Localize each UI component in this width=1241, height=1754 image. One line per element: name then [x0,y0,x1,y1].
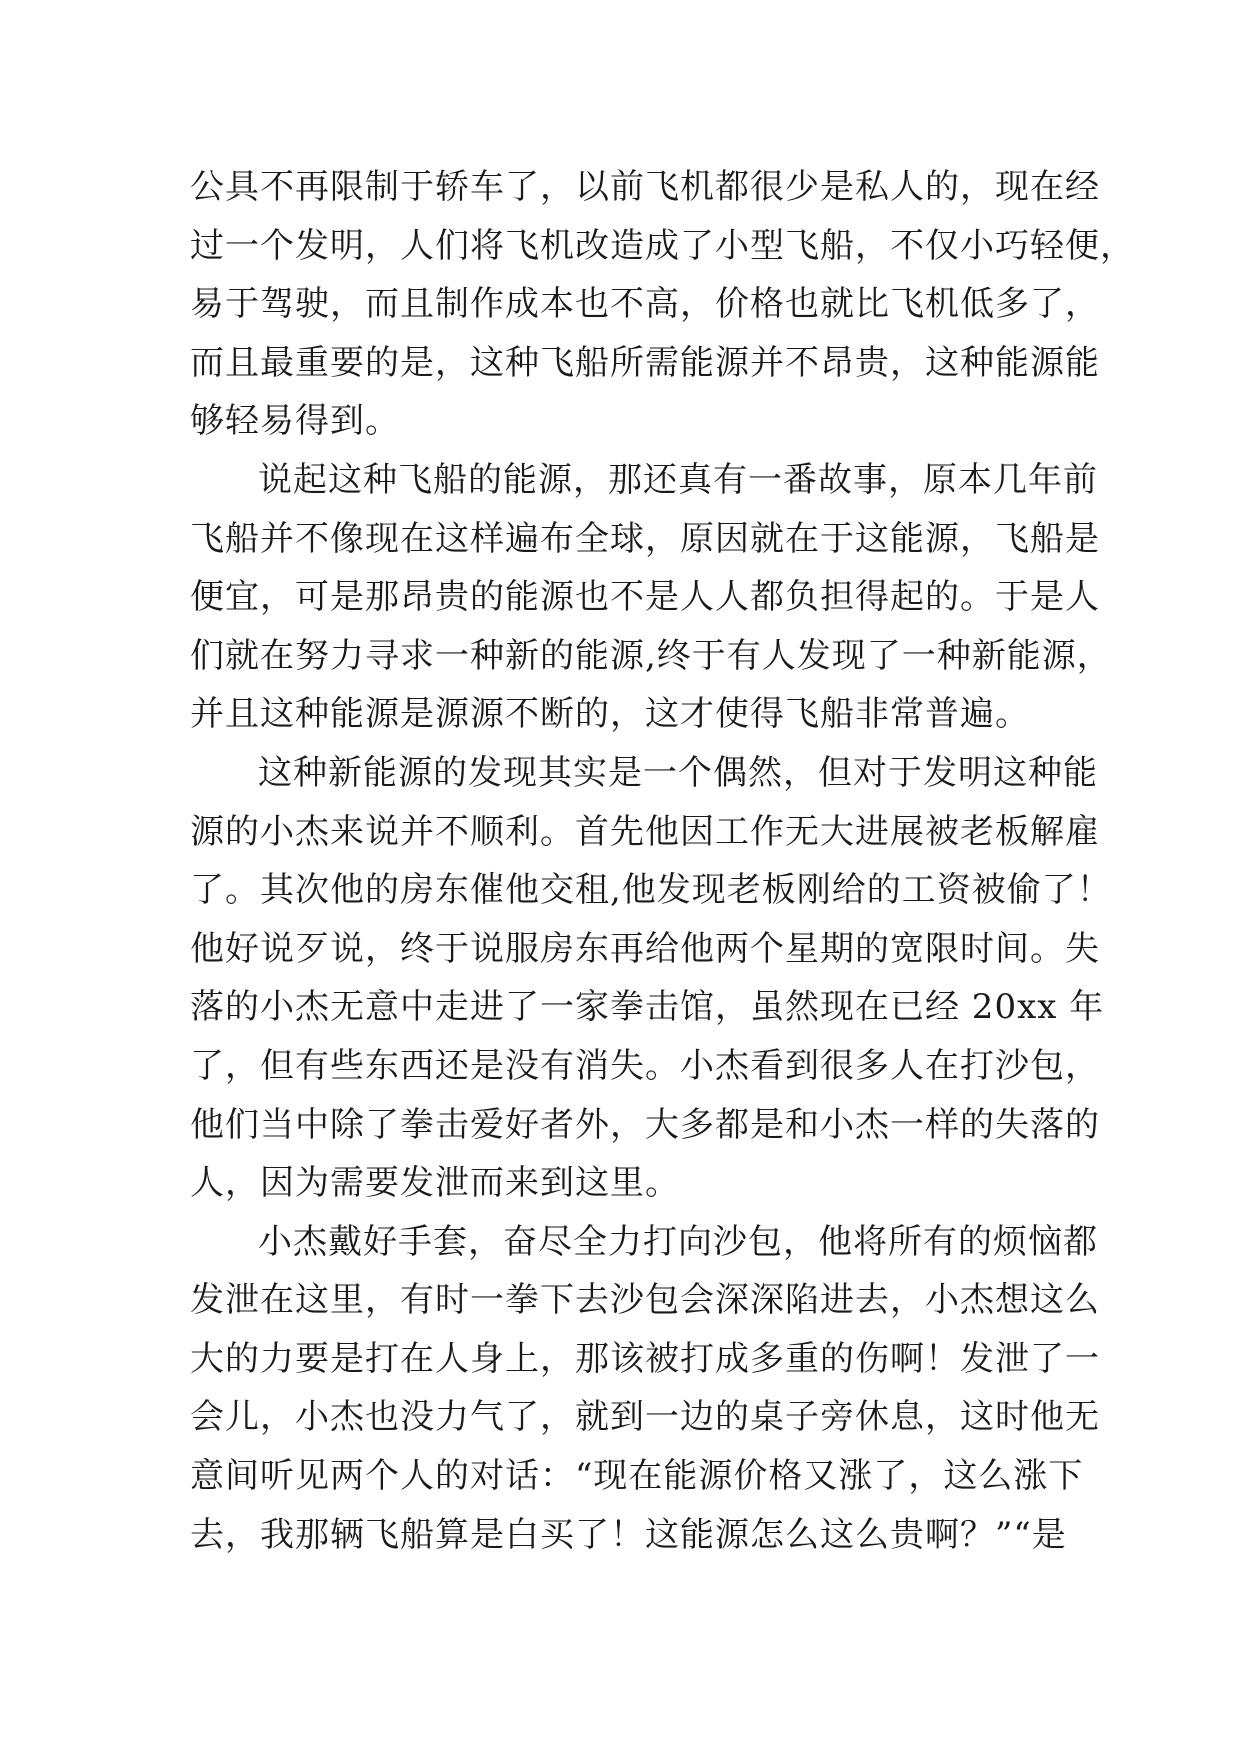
text-line: 便宜，可是那昂贵的能源也不是人人都负担得起的。于是人 [190,577,1100,618]
text-line: 发泄在这里，有时一拳下去沙包会深深陷进去，小杰想这么 [190,1280,1100,1321]
text-line: 够轻易得到。 [190,401,400,442]
text-line: 易于驾驶，而且制作成本也不高，价格也就比飞机低多了， [190,284,1100,325]
text-line: 他好说歹说，终于说服房东再给他两个星期的宽限时间。失 [190,928,1100,969]
text-line: 了。其次他的房东催他交租,他发现老板刚给的工资被偷了！ [190,870,1112,911]
text-line: 说起这种飞船的能源，那还真有一番故事，原本几年前 [258,459,1098,500]
text-line: 大的力要是打在人身上，那该被打成多重的伤啊！发泄了一 [190,1338,1100,1379]
text-line: 们就在努力寻求一种新的能源,终于有人发现了一种新能源， [190,635,1112,676]
text-line: 飞船并不像现在这样遍布全球，原因就在于这能源，飞船是 [190,518,1100,559]
text-line: 人，因为需要发泄而来到这里。 [190,1163,680,1204]
text-line: 意间听见两个人的对话：“现在能源价格又涨了，这么涨下 [190,1456,1084,1497]
text-line: 他们当中除了拳击爱好者外，大多都是和小杰一样的失落的 [190,1104,1100,1145]
text-line: 落的小杰无意中走进了一家拳击馆，虽然现在已经 20xx 年 [190,987,1105,1028]
text-line: 了，但有些东西还是没有消失。小杰看到很多人在打沙包， [190,1045,1100,1086]
text-line: 这种新能源的发现其实是一个偶然，但对于发明这种能 [258,752,1098,793]
text-line: 而且最重要的是，这种飞船所需能源并不昂贵，这种能源能 [190,342,1100,383]
text-line: 源的小杰来说并不顺利。首先他因工作无大进展被老板解雇 [190,811,1100,852]
text-line: 过一个发明，人们将飞机改造成了小型飞船，不仅小巧轻便， [190,225,1135,266]
document-body [190,158,1135,1564]
text-line: 公具不再限制于轿车了，以前飞机都很少是私人的，现在经 [190,167,1100,207]
text-line: 去，我那辆飞船算是白买了！这能源怎么这么贵啊？”“是 [190,1514,1067,1555]
text-line: 并且这种能源是源源不断的，这才使得飞船非常普遍。 [190,694,1030,735]
text-line: 小杰戴好手套，奋尽全力打向沙包，他将所有的烦恼都 [258,1221,1098,1262]
text-line: 会儿，小杰也没力气了，就到一边的桌子旁休息，这时他无 [190,1397,1100,1438]
